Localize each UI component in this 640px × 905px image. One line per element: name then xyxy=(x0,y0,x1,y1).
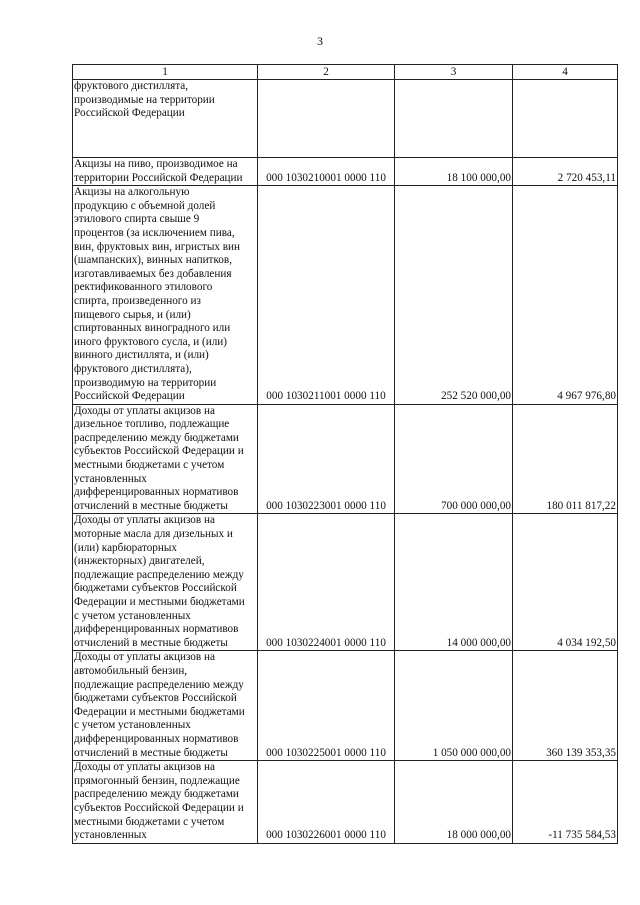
column-header-2: 2 xyxy=(258,65,395,80)
row-budget-code: 000 1030211001 0000 110 xyxy=(258,186,395,405)
row-budget-code: 000 1030225001 0000 110 xyxy=(258,651,395,761)
row-plan-amount: 18 100 000,00 xyxy=(395,158,513,186)
column-header-4: 4 xyxy=(513,65,618,80)
table-row xyxy=(73,158,618,186)
revenue-table xyxy=(72,64,618,844)
row-budget-code: 000 1030210001 0000 110 xyxy=(258,158,395,186)
table-row xyxy=(73,651,618,761)
row-description: Доходы от уплаты акцизов на автомобильный бензин, подлежащие распределению между бюджетами субъектов Российской Федерации и местными бюджетами с учетом установленных дифференцированных нормативов отчислений в местные бюджеты xyxy=(73,651,258,761)
row-description: Акцизы на алкогольную продукцию с объемной долей этилового спирта свыше 9 процентов (за исключением пива, вин, фруктовых вин, игристых вин (шампанских), винных напитков, изготавливаемых без добавления ректификованного этилового спирта, произведенного из пищевого сырья, и (или) спиртованных виноградного или иного фруктового сусла, и (или) винного дистиллята, и (или) фруктового дистиллята), производимую на территории Российской Федерации xyxy=(73,186,258,405)
row-actual-amount: 4 967 976,80 xyxy=(513,186,618,405)
row-plan-amount: 14 000 000,00 xyxy=(395,514,513,651)
row-budget-code: 000 1030226001 0000 110 xyxy=(258,761,395,844)
table-header-row xyxy=(73,65,618,80)
row-actual-amount: 2 720 453,11 xyxy=(513,158,618,186)
table-row xyxy=(73,186,618,405)
row-actual-amount xyxy=(513,80,618,158)
table-row xyxy=(73,761,618,844)
row-plan-amount: 18 000 000,00 xyxy=(395,761,513,844)
row-plan-amount xyxy=(395,80,513,158)
row-actual-amount: 4 034 192,50 xyxy=(513,514,618,651)
page-number: 3 xyxy=(317,34,323,48)
row-plan-amount: 252 520 000,00 xyxy=(395,186,513,405)
row-description: Доходы от уплаты акцизов на дизельное топливо, подлежащие распределению между бюджетами субъектов Российской Федерации и местными бюджетами с учетом установленных дифференцированных нормативов отчислений в местные бюджеты xyxy=(73,404,258,514)
table-row xyxy=(73,404,618,514)
table-row xyxy=(73,80,618,158)
row-budget-code xyxy=(258,80,395,158)
row-description: фруктового дистиллята, производимые на территории Российской Федерации xyxy=(73,80,258,158)
table-row xyxy=(73,514,618,651)
row-plan-amount: 700 000 000,00 xyxy=(395,404,513,514)
row-description: Акцизы на пиво, производимое на территории Российской Федерации xyxy=(73,158,258,186)
row-budget-code: 000 1030223001 0000 110 xyxy=(258,404,395,514)
row-description: Доходы от уплаты акцизов на моторные масла для дизельных и (или) карбюраторных (инжекторных) двигателей, подлежащие распределению между бюджетами субъектов Российской Федерации и местными бюджетами с учетом установленных дифференцированных нормативов отчислений в местные бюджеты xyxy=(73,514,258,651)
column-header-1: 1 xyxy=(73,65,258,80)
column-header-3: 3 xyxy=(395,65,513,80)
row-actual-amount: -11 735 584,53 xyxy=(513,761,618,844)
row-actual-amount: 360 139 353,35 xyxy=(513,651,618,761)
row-plan-amount: 1 050 000 000,00 xyxy=(395,651,513,761)
row-budget-code: 000 1030224001 0000 110 xyxy=(258,514,395,651)
row-description: Доходы от уплаты акцизов на прямогонный бензин, подлежащие распределению между бюджетами субъектов Российской Федерации и местными бюджетами с учетом установленных xyxy=(73,761,258,844)
row-actual-amount: 180 011 817,22 xyxy=(513,404,618,514)
